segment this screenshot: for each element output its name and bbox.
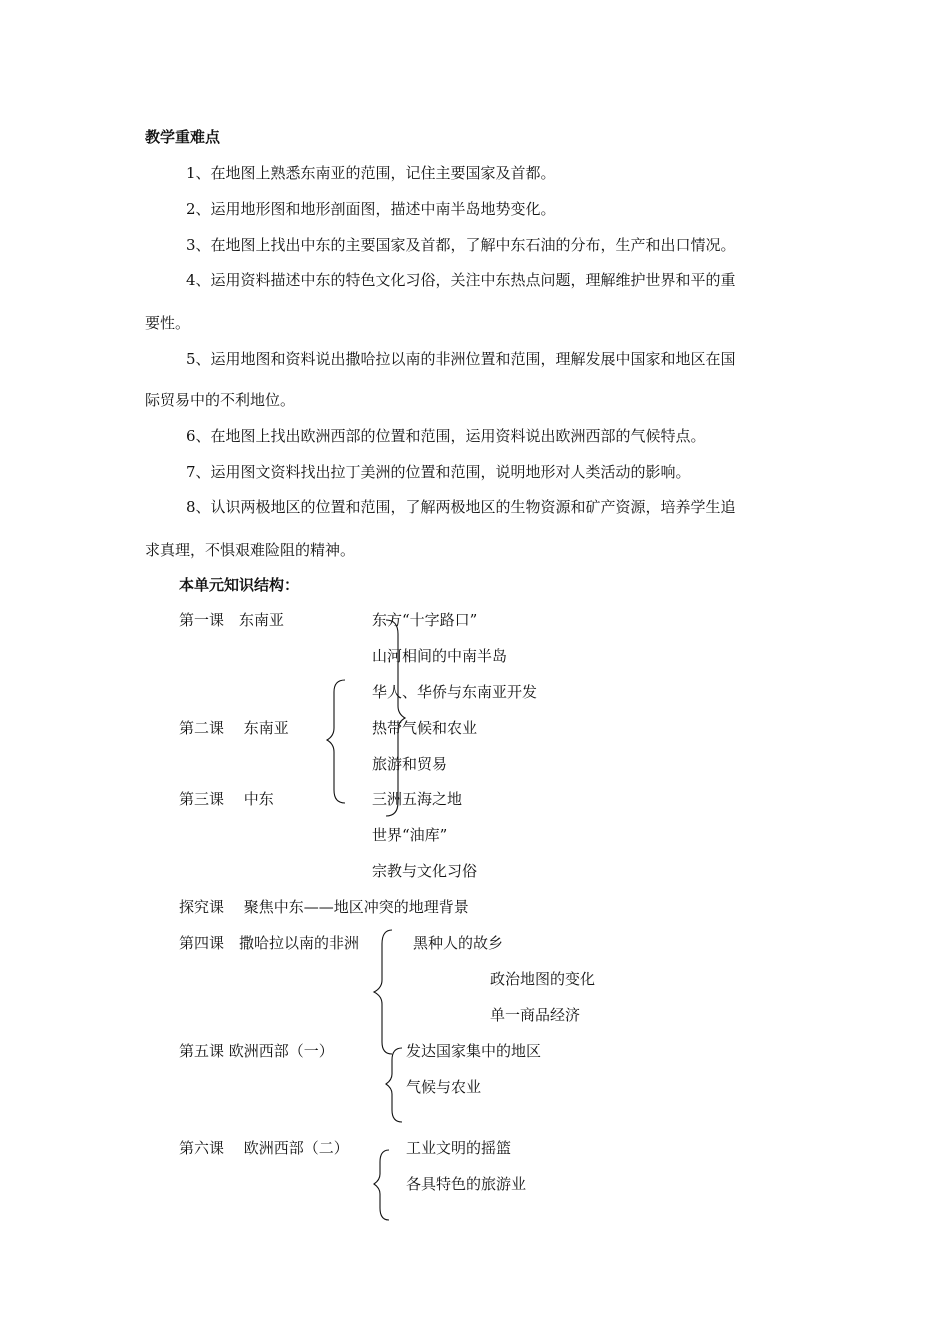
brace-lesson-4 — [374, 930, 392, 1054]
point-1: 1、在地图上熟悉东南亚的范围，记住主要国家及首都。 — [186, 164, 556, 182]
lesson-2: 第二课 东南亚 — [179, 719, 289, 737]
topic-item: 世界“油库” — [372, 826, 448, 844]
topic-item: 政治地图的变化 — [490, 970, 596, 988]
point-5: 5、运用地图和资料说出撒哈拉以南的非洲位置和范围，理解发展中国家和地区在国 — [186, 350, 736, 368]
point-7: 7、运用图文资料找出拉丁美洲的位置和范围，说明地形对人类活动的影响。 — [186, 463, 691, 481]
section-heading: 教学重难点 — [145, 128, 221, 146]
brace-topics-1 — [386, 620, 405, 816]
lesson-4: 第四课 撒哈拉以南的非洲 — [179, 934, 360, 952]
topic-item: 气候与农业 — [406, 1078, 482, 1096]
lesson-6: 第六课 欧洲西部（二） — [179, 1139, 349, 1157]
lesson-5: 第五课 欧洲西部（一） — [179, 1042, 334, 1060]
brace-lessons-2-3 — [327, 680, 345, 803]
point-3: 3、在地图上找出中东的主要国家及首都，了解中东石油的分布，生产和出口情况。 — [186, 236, 736, 254]
point-2: 2、运用地形图和地形剖面图，描述中南半岛地势变化。 — [186, 200, 556, 218]
topic-item: 单一商品经济 — [490, 1006, 581, 1024]
topic-item: 东方“十字路口” — [372, 611, 478, 629]
lesson-3: 第三课 中东 — [179, 790, 274, 808]
point-8: 8、认识两极地区的位置和范围，了解两极地区的生物资源和矿产资源，培养学生追 — [186, 498, 736, 516]
topic-item: 各具特色的旅游业 — [406, 1175, 527, 1193]
topic-item: 三洲五海之地 — [372, 790, 463, 808]
brace-lesson-5 — [386, 1048, 402, 1122]
lesson-explore: 探究课 聚焦中东——地区冲突的地理背景 — [179, 898, 469, 916]
topic-item: 发达国家集中的地区 — [406, 1042, 542, 1060]
point-5-cont: 际贸易中的不利地位。 — [145, 391, 296, 409]
topic-item: 工业文明的摇篮 — [406, 1139, 512, 1157]
topic-item: 宗教与文化习俗 — [372, 862, 478, 880]
point-4: 4、运用资料描述中东的特色文化习俗，关注中东热点问题，理解维护世界和平的重 — [186, 271, 736, 289]
topic-item: 华人、华侨与东南亚开发 — [372, 683, 538, 701]
topic-item: 旅游和贸易 — [372, 755, 448, 773]
point-6: 6、在地图上找出欧洲西部的位置和范围，运用资料说出欧洲西部的气候特点。 — [186, 427, 706, 445]
brace-lesson-6 — [374, 1150, 389, 1220]
topic-item: 热带气候和农业 — [372, 719, 478, 737]
topic-item: 黑种人的故乡 — [413, 934, 504, 952]
point-4-cont: 要性。 — [145, 314, 191, 332]
point-8-cont: 求真理，不惧艰难险阻的精神。 — [145, 541, 356, 559]
topic-item: 山河相间的中南半岛 — [372, 647, 508, 665]
lesson-1: 第一课 东南亚 — [179, 611, 285, 629]
structure-heading: 本单元知识结构： — [179, 576, 300, 594]
